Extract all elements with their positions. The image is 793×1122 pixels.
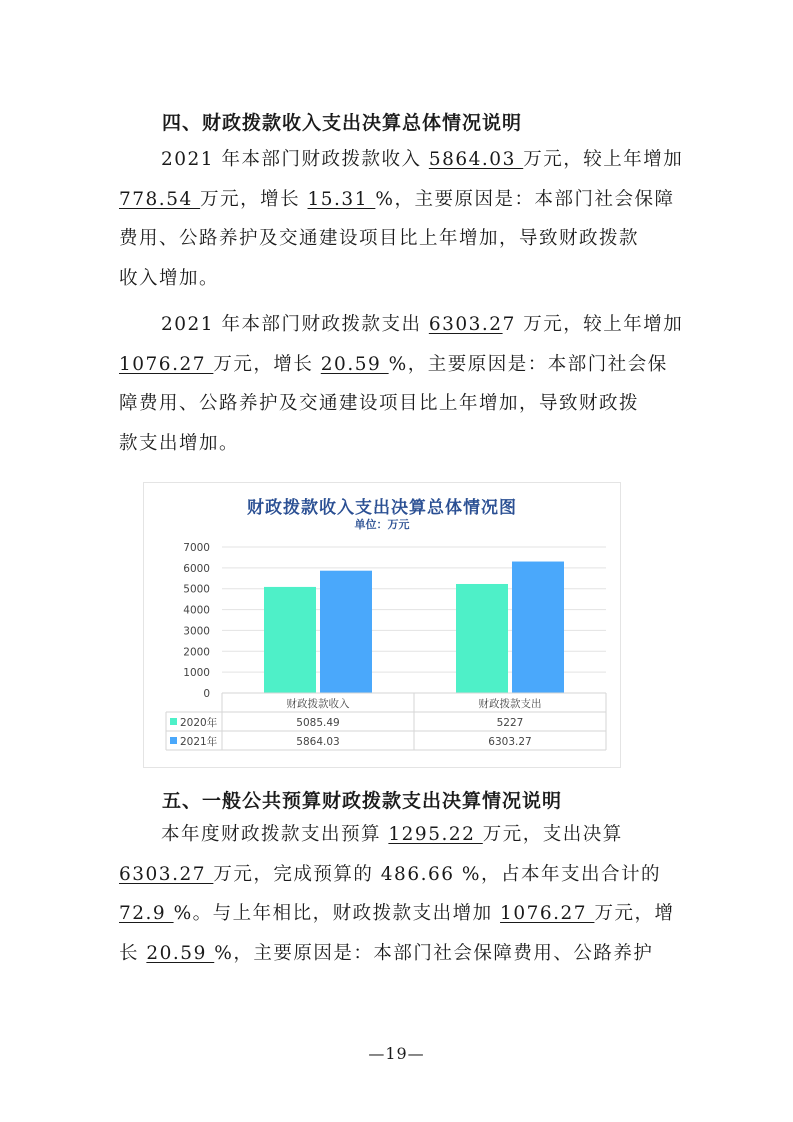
text-run: 万元，支出决算 <box>482 824 623 845</box>
data-label: 6303.27 <box>488 736 532 748</box>
text-line <box>119 384 679 424</box>
chart-plot <box>144 483 620 767</box>
text-run: 障费用、公路养护及交通建设项目比上年增加，导致财政拨 <box>119 393 640 415</box>
underlined-value: 778.54 <box>119 188 201 210</box>
underlined-value: 5864.03 <box>428 149 524 170</box>
data-label: 5864.03 <box>296 736 340 748</box>
text-line <box>119 259 679 299</box>
text-line <box>119 815 679 855</box>
y-tick-label: 2000 <box>183 646 210 659</box>
text-line <box>119 180 679 220</box>
bar <box>320 571 372 693</box>
text-run: 2021 年本部门财政拨款收入 <box>161 149 429 170</box>
page-number: —19— <box>368 1044 425 1063</box>
section4-paragraph-1 <box>119 140 684 298</box>
text-run: %，主要原因是：本部门社会保障费用、公路养护 <box>214 942 654 964</box>
chart-title: 财政拨款收入支出决算总体情况图 <box>247 498 517 518</box>
text-line <box>119 424 679 464</box>
text-run: 万元，增长 <box>200 188 308 210</box>
text-run: 本年度财政拨款支出预算 <box>161 824 389 845</box>
text-line <box>119 894 679 934</box>
text-run: 收入增加。 <box>119 267 220 289</box>
text-run: 2021 年本部门财政拨款支出 <box>161 314 429 335</box>
text-run: %。与上年相比，财政拨款支出增加 <box>173 903 501 925</box>
text-line <box>119 345 679 385</box>
y-tick-label: 3000 <box>183 625 210 638</box>
legend-label: 2020年 <box>180 717 218 729</box>
text-run: 费用、公路养护及交通建设项目比上年增加，导致财政拨款 <box>119 228 640 250</box>
underlined-value: 1076.27 <box>500 903 595 925</box>
y-tick-label: 7000 <box>183 542 210 554</box>
text-run: 7 万元，较上年增加 <box>502 314 684 335</box>
text-run: %，主要原因是：本部门社会保障 <box>375 188 675 210</box>
bar <box>264 587 316 693</box>
section4-paragraph-2 <box>119 305 684 463</box>
section5-heading: 五、一般公共预算财政拨款支出决算情况说明 <box>162 790 563 812</box>
underlined-value: 20.59 <box>320 353 389 375</box>
underlined-value: 72.9 <box>119 903 174 925</box>
legend-swatch <box>170 718 177 725</box>
text-run: 长 <box>119 942 147 964</box>
data-label: 5227 <box>496 717 524 729</box>
y-tick-label: 6000 <box>183 562 210 575</box>
text-line <box>119 855 679 895</box>
y-tick-label: 4000 <box>183 604 210 617</box>
text-run: 万元，完成预算的 486.66 %，占本年支出合计的 <box>213 863 661 885</box>
y-tick-label: 0 <box>203 688 210 700</box>
text-run: %，主要原因是：本部门社会保 <box>388 353 668 375</box>
section4-heading: 四、财政拨款收入支出决算总体情况说明 <box>162 112 523 134</box>
data-label: 5085.49 <box>296 717 340 729</box>
chart <box>143 482 621 768</box>
text-run: 万元，较上年增加 <box>523 149 684 170</box>
legend-swatch <box>170 737 177 744</box>
chart-subtitle: 单位：万元 <box>354 518 410 531</box>
underlined-value: 15.31 <box>307 188 376 210</box>
underlined-value: 20.59 <box>146 942 215 964</box>
category-label: 财政拨款收入 <box>286 698 350 710</box>
text-run: 万元，增长 <box>213 353 321 375</box>
text-run: 款支出增加。 <box>119 432 240 454</box>
underlined-value: 6303.27 <box>119 863 214 885</box>
text-line <box>119 140 684 180</box>
text-line <box>119 934 679 974</box>
section5-paragraph <box>119 815 679 973</box>
text-run: 万元，增 <box>594 903 675 925</box>
underlined-value: 1076.27 <box>119 353 214 375</box>
bar <box>456 584 508 693</box>
category-label: 财政拨款支出 <box>478 698 542 710</box>
text-line <box>119 305 684 345</box>
underlined-value: 1295.22 <box>388 824 483 845</box>
underlined-value: 6303.2 <box>428 314 503 335</box>
legend-label: 2021年 <box>180 736 218 748</box>
bar <box>512 562 564 693</box>
y-tick-label: 1000 <box>183 667 210 680</box>
text-line <box>119 219 679 259</box>
y-tick-label: 5000 <box>183 583 210 596</box>
